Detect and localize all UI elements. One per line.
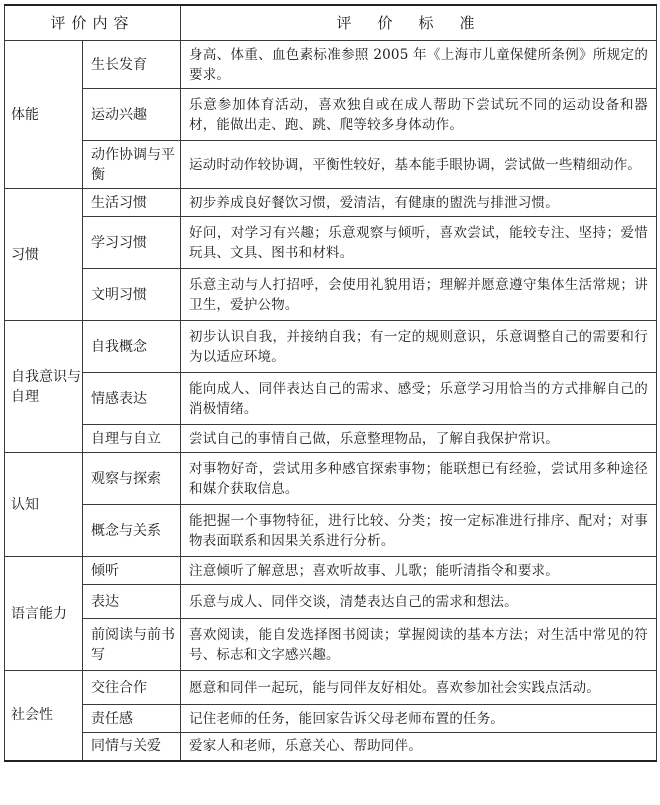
item-cell: 表达 — [83, 585, 181, 619]
category-cell: 习惯 — [5, 189, 83, 321]
standard-cell: 记住老师的任务，能回家告诉父母老师布置的任务。 — [181, 705, 657, 733]
standard-cell: 能向成人、同伴表达自己的需求、感受；乐意学习用恰当的方式排解自己的消极情绪。 — [181, 373, 657, 425]
table-row — [5, 321, 657, 373]
standard-cell: 愿意和同伴一起玩，能与同伴友好相处。喜欢参加社会实践点活动。 — [181, 671, 657, 705]
table-row — [5, 217, 657, 269]
table-row — [5, 89, 657, 141]
item-cell: 倾听 — [83, 557, 181, 585]
header-standard: 评价标准 — [181, 5, 657, 41]
standard-cell: 乐意主动与人打招呼，会使用礼貌用语；理解并愿意遵守集体生活常规；讲卫生，爱护公物。 — [181, 269, 657, 321]
table-row — [5, 189, 657, 217]
standard-cell: 对事物好奇，尝试用多种感官探索事物；能联想已有经验，尝试用多种途径和媒介获取信息。 — [181, 453, 657, 505]
item-cell: 情感表达 — [83, 373, 181, 425]
standard-cell: 喜欢阅读，能自发选择图书阅读；掌握阅读的基本方法；对生活中常见的符号、标志和文字感兴趣。 — [181, 619, 657, 671]
item-cell: 自理与自立 — [83, 425, 181, 453]
table-row — [5, 671, 657, 705]
standard-cell: 乐意与成人、同伴交谈，清楚表达自己的需求和想法。 — [181, 585, 657, 619]
table-row — [5, 557, 657, 585]
item-cell: 交往合作 — [83, 671, 181, 705]
item-cell: 动作协调与平衡 — [83, 141, 181, 189]
item-cell: 学习习惯 — [83, 217, 181, 269]
category-cell: 认知 — [5, 453, 83, 557]
item-cell: 运动兴趣 — [83, 89, 181, 141]
table-body — [5, 41, 657, 761]
standard-cell: 初步养成良好餐饮习惯，爱清洁，有健康的盥洗与排泄习惯。 — [181, 189, 657, 217]
standard-cell: 乐意参加体育活动，喜欢独自或在成人帮助下尝试玩不同的运动设备和器材，能做出走、跑、跳、爬等较多身体动作。 — [181, 89, 657, 141]
evaluation-table-wrapper — [4, 4, 656, 762]
category-cell: 自我意识与自理 — [5, 321, 83, 453]
standard-cell: 能把握一个事物特征，进行比较、分类；按一定标准进行排序、配对；对事物表面联系和因果关系进行分析。 — [181, 505, 657, 557]
table-row — [5, 373, 657, 425]
category-cell: 体能 — [5, 41, 83, 189]
item-cell: 自我概念 — [83, 321, 181, 373]
table-row — [5, 269, 657, 321]
standard-cell: 爱家人和老师，乐意关心、帮助同伴。 — [181, 733, 657, 761]
table-row — [5, 505, 657, 557]
item-cell: 同情与关爱 — [83, 733, 181, 761]
evaluation-table — [4, 4, 657, 762]
table-row — [5, 705, 657, 733]
item-cell: 观察与探索 — [83, 453, 181, 505]
table-row — [5, 733, 657, 761]
table-row — [5, 425, 657, 453]
item-cell: 概念与关系 — [83, 505, 181, 557]
standard-cell: 注意倾听了解意思；喜欢听故事、儿歌；能听清指令和要求。 — [181, 557, 657, 585]
standard-cell: 尝试自己的事情自己做，乐意整理物品，了解自我保护常识。 — [181, 425, 657, 453]
table-row — [5, 453, 657, 505]
standard-cell: 初步认识自我，并接纳自我；有一定的规则意识，乐意调整自己的需要和行为以适应环境。 — [181, 321, 657, 373]
table-row — [5, 41, 657, 89]
header-content: 评价内容 — [5, 5, 181, 41]
item-cell: 生活习惯 — [83, 189, 181, 217]
table-row — [5, 585, 657, 619]
item-cell: 前阅读与前书写 — [83, 619, 181, 671]
standard-cell: 身高、体重、血色素标准参照 2005 年《上海市儿童保健所条例》所规定的要求。 — [181, 41, 657, 89]
item-cell: 文明习惯 — [83, 269, 181, 321]
category-cell: 语言能力 — [5, 557, 83, 671]
standard-cell: 好问，对学习有兴趣；乐意观察与倾听，喜欢尝试，能较专注、坚持；爱惜玩具、文具、图书和材料。 — [181, 217, 657, 269]
category-cell: 社会性 — [5, 671, 83, 761]
standard-cell: 运动时动作较协调，平衡性较好，基本能手眼协调，尝试做一些精细动作。 — [181, 141, 657, 189]
table-header-row — [5, 5, 657, 41]
item-cell: 责任感 — [83, 705, 181, 733]
item-cell: 生长发育 — [83, 41, 181, 89]
table-row — [5, 141, 657, 189]
table-row — [5, 619, 657, 671]
